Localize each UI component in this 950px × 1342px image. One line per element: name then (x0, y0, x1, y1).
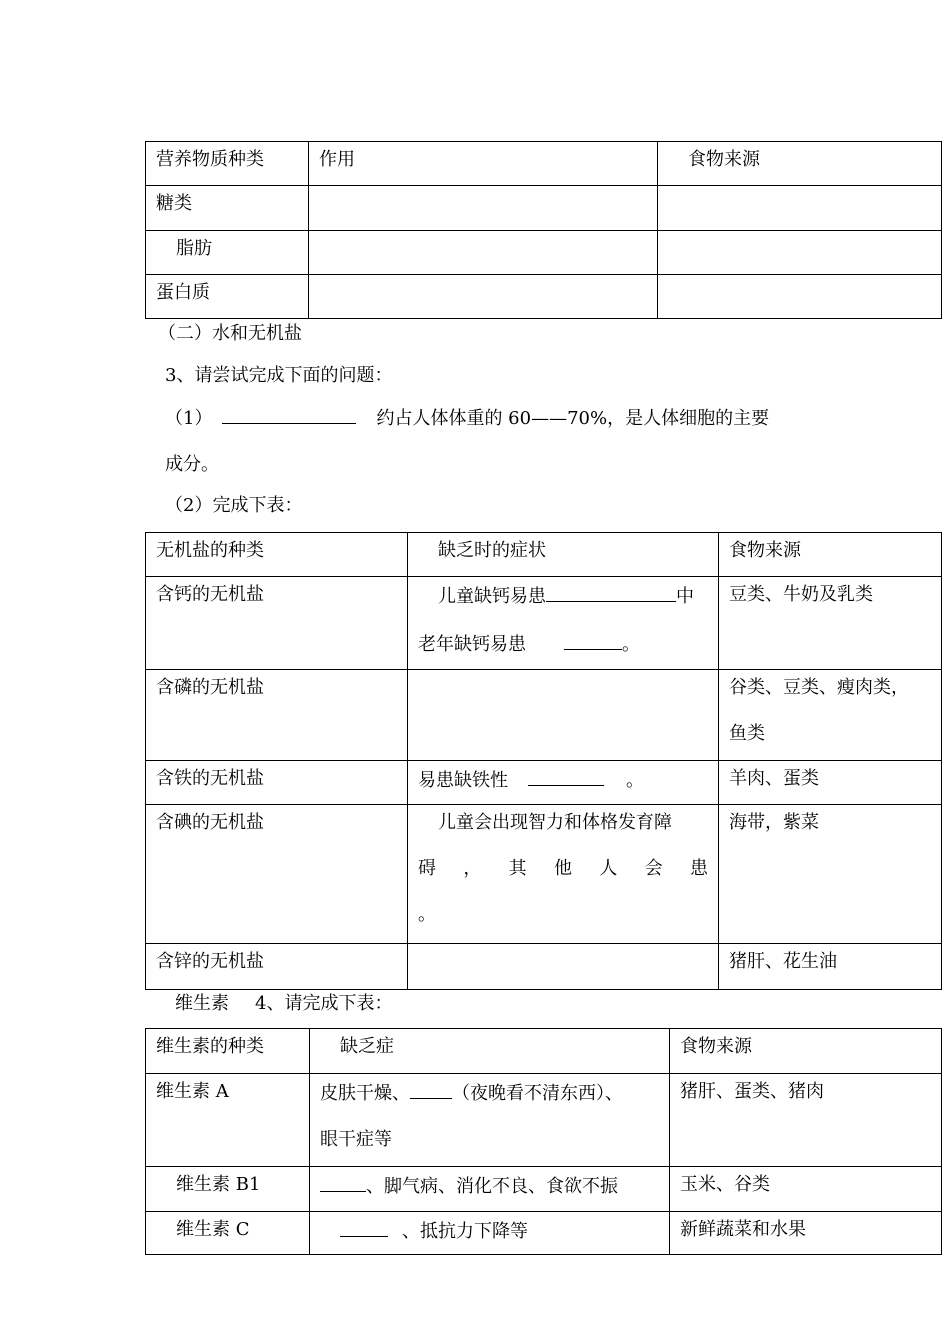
mineral-source: 羊肉、蛋类 (719, 761, 942, 805)
answer-blank[interactable] (222, 405, 356, 424)
mineral-type: 含铁的无机盐 (146, 761, 408, 805)
vitamin-source: 玉米、谷类 (670, 1167, 942, 1212)
mineral-source: 豆类、牛奶及乳类 (719, 577, 942, 670)
nutrient-type: 蛋白质 (146, 275, 309, 319)
table-row (146, 1212, 942, 1255)
mineral-type: 含锌的无机盐 (146, 944, 408, 990)
source-text: 谷类、豆类、瘦肉类， (729, 677, 909, 698)
nutrient-type: 糖类 (146, 186, 309, 231)
header-cell: 营养物质种类 (146, 142, 309, 186)
header-cell: 食物来源 (670, 1029, 942, 1074)
symptom-text: 、抵抗力下降等 (402, 1221, 528, 1242)
symptom-line (418, 857, 708, 881)
vitamin-table (145, 1028, 942, 1255)
nutrient-role (309, 275, 658, 319)
question-3-1 (165, 405, 769, 431)
table-row (146, 186, 942, 231)
mineral-type: 含磷的无机盐 (146, 670, 408, 761)
section-heading-vitamins (175, 992, 392, 1016)
vitamin-symptom (310, 1212, 670, 1255)
symptom-text: 儿童缺钙易患 (438, 586, 546, 607)
question-3-2: （2）完成下表： (165, 495, 303, 516)
question-3: 3、请尝试完成下面的问题： (165, 365, 393, 386)
answer-blank[interactable] (320, 1173, 366, 1192)
mineral-symptom (408, 944, 719, 990)
symptom-char: 会 (644, 858, 663, 879)
vitamin-symptom (310, 1167, 670, 1212)
nutrient-source (658, 186, 942, 231)
symptom-line (418, 631, 708, 657)
mineral-symptom (408, 761, 719, 805)
answer-blank[interactable] (528, 767, 604, 786)
table-row (146, 944, 942, 990)
mineral-table (145, 532, 942, 990)
question-4: 4、请完成下表： (255, 993, 393, 1014)
table-row (146, 1167, 942, 1212)
nutrient-role (309, 186, 658, 231)
vitamin-symptom (310, 1074, 670, 1167)
mineral-source: 海带，紫菜 (719, 805, 942, 944)
header-cell: 食物来源 (719, 533, 942, 577)
table-row (146, 805, 942, 944)
symptom-text: 中 (676, 586, 694, 607)
header-cell: 作用 (309, 142, 658, 186)
answer-blank[interactable] (410, 1080, 452, 1099)
symptom-text: 皮肤干燥、 (320, 1083, 410, 1104)
symptom-text: 儿童会出现智力和体格发育障 (438, 812, 672, 833)
table-row (146, 1074, 942, 1167)
vitamin-type: 维生素 C (146, 1212, 310, 1255)
answer-blank[interactable] (340, 1218, 388, 1237)
vitamin-type: 维生素 B1 (146, 1167, 310, 1212)
header-cell: 食物来源 (658, 142, 942, 186)
section-heading-water-minerals: （二）水和无机盐 (158, 323, 302, 344)
header-cell: 无机盐的种类 (146, 533, 408, 577)
table-row (146, 275, 942, 319)
table-row (146, 670, 942, 761)
table-row (146, 231, 942, 275)
symptom-text: 、脚气病、消化不良、食欲不振 (366, 1176, 618, 1197)
nutrient-table (145, 141, 942, 319)
nutrient-role (309, 231, 658, 275)
header-cell: 缺乏症 (310, 1029, 670, 1074)
symptom-text: （夜晚看不清东西）、 (452, 1083, 623, 1104)
table-row (146, 577, 942, 670)
symptom-char: ， (463, 858, 482, 879)
table-header-row (146, 533, 942, 577)
symptom-text: 。 (418, 904, 436, 925)
mineral-type: 含钙的无机盐 (146, 577, 408, 670)
symptom-text: 眼干症等 (320, 1129, 392, 1150)
vitamin-source: 猪肝、蛋类、猪肉 (670, 1074, 942, 1167)
question-3-1-continued: 成分。 (165, 454, 219, 475)
answer-blank[interactable] (546, 583, 676, 602)
symptom-char: 他 (553, 858, 572, 879)
symptom-text: 。 (622, 634, 640, 655)
vitamin-type: 维生素 A (146, 1074, 310, 1167)
header-cell: 缺乏时的症状 (408, 533, 719, 577)
nutrient-type: 脂肪 (146, 231, 309, 275)
vitamin-source: 新鲜蔬菜和水果 (670, 1212, 942, 1255)
mineral-symptom (408, 805, 719, 944)
mineral-symptom (408, 670, 719, 761)
symptom-text: 易患缺铁性 (418, 770, 508, 791)
mineral-type: 含碘的无机盐 (146, 805, 408, 944)
symptom-text: 。 (626, 770, 644, 791)
source-text: 鱼类 (729, 723, 765, 744)
symptom-char: 其 (508, 858, 527, 879)
mineral-symptom (408, 577, 719, 670)
table-header-row (146, 142, 942, 186)
q1-text: 约占人体体重的 60——70%，是人体细胞的主要 (376, 408, 770, 429)
nutrient-source (658, 275, 942, 319)
header-cell: 维生素的种类 (146, 1029, 310, 1074)
q1-prefix: （1） (165, 408, 213, 429)
symptom-char: 碍 (418, 858, 436, 879)
vitamin-heading: 维生素 (175, 993, 229, 1014)
symptom-char: 患 (689, 858, 708, 879)
symptom-char: 人 (599, 858, 618, 879)
symptom-line (418, 583, 694, 609)
table-header-row (146, 1029, 942, 1074)
table-row (146, 761, 942, 805)
symptom-text: 老年缺钙易患 (418, 634, 526, 655)
mineral-source (719, 670, 942, 761)
mineral-source: 猪肝、花生油 (719, 944, 942, 990)
nutrient-source (658, 231, 942, 275)
answer-blank[interactable] (564, 631, 622, 650)
